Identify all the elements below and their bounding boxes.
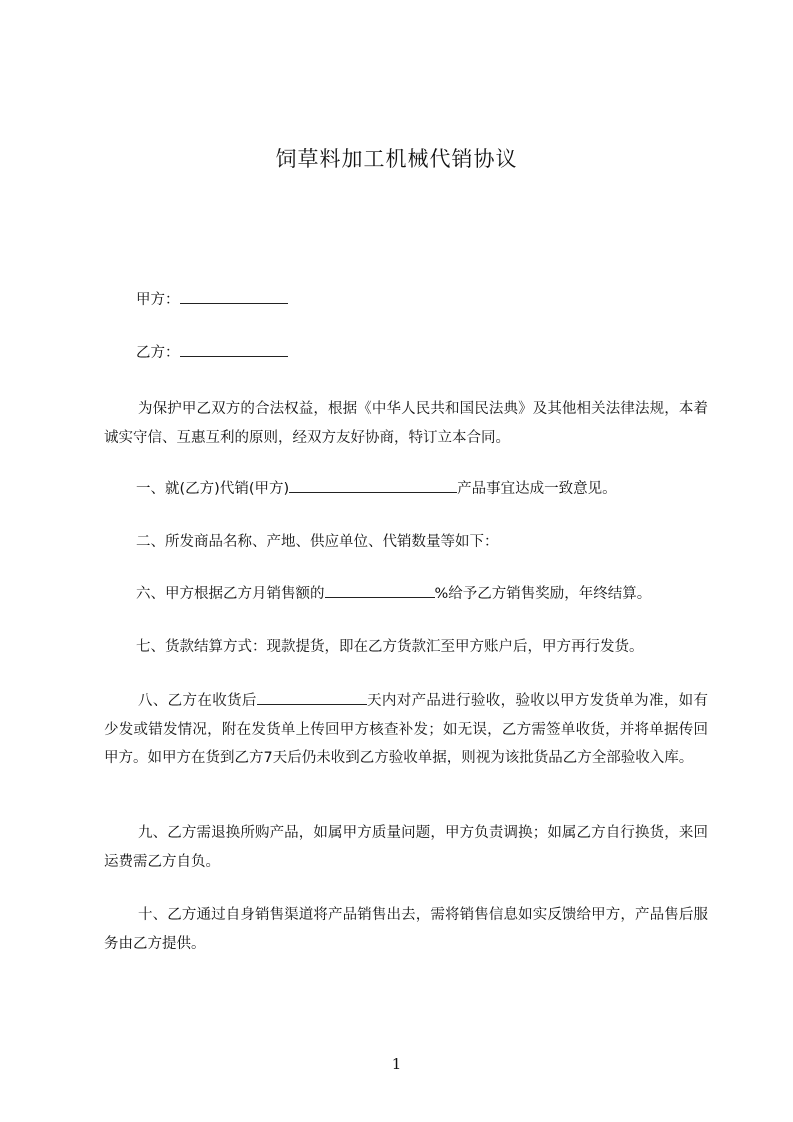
clause-1-text-after: 产品事宜达成一致意见。 <box>457 481 617 497</box>
clause-6-blank[interactable] <box>325 583 435 598</box>
party-b-label: 乙方： <box>136 345 180 361</box>
clause-8 <box>104 687 708 773</box>
clause-1-text-before: 一、就(乙方)代销(甲方) <box>136 481 290 497</box>
clause-2: 二、所发商品名称、产地、供应单位、代销数量等如下： <box>136 534 499 550</box>
clause-1 <box>136 475 736 503</box>
clause-6-text-after: %给予乙方销售奖励，年终结算。 <box>434 586 652 602</box>
party-b-line <box>136 339 736 367</box>
party-b-blank[interactable] <box>180 342 288 357</box>
clause-7: 七、货款结算方式：现款提货，即在乙方货款汇至甲方账户后，甲方再行发货。 <box>136 639 644 655</box>
clause-8-blank[interactable] <box>257 690 367 705</box>
clause-6-text-before: 六、甲方根据乙方月销售额的 <box>136 586 325 602</box>
clause-9: 九、乙方需退换所购产品，如属甲方质量问题，甲方负责调换；如属乙方自行换货，来回运费需乙方自负。 <box>104 825 708 870</box>
clause-8-text-before: 八、乙方在收货后 <box>138 693 257 709</box>
clause-8-text-after: 天内对产品进行验收，验收以甲方发货单为准，如有少发或错发情况，附在发货单上传回甲方核查补发；如无误，乙方需签单收货，并将单据传回甲方。如甲方在货到乙方7天后仍未收到乙方验收单据，则视为该批货品乙方全部验收入库。 <box>104 693 709 766</box>
page-number: 1 <box>391 1055 402 1073</box>
party-a-label: 甲方： <box>136 292 180 308</box>
document-title: 饲草料加工机械代销协议 <box>275 147 518 171</box>
preamble-paragraph: 为保护甲乙双方的合法权益，根据《中华人民共和国民法典》及其他相关法律法规，本着诚实守信、互惠互利的原则，经双方友好协商，特订立本合同。 <box>104 401 708 446</box>
clause-6 <box>136 580 736 608</box>
party-a-line <box>136 286 736 314</box>
clause-10: 十、乙方通过自身销售渠道将产品销售出去，需将销售信息如实反馈给甲方，产品售后服务由乙方提供。 <box>104 907 708 952</box>
clause-1-blank[interactable] <box>289 478 457 493</box>
party-a-blank[interactable] <box>180 289 288 304</box>
